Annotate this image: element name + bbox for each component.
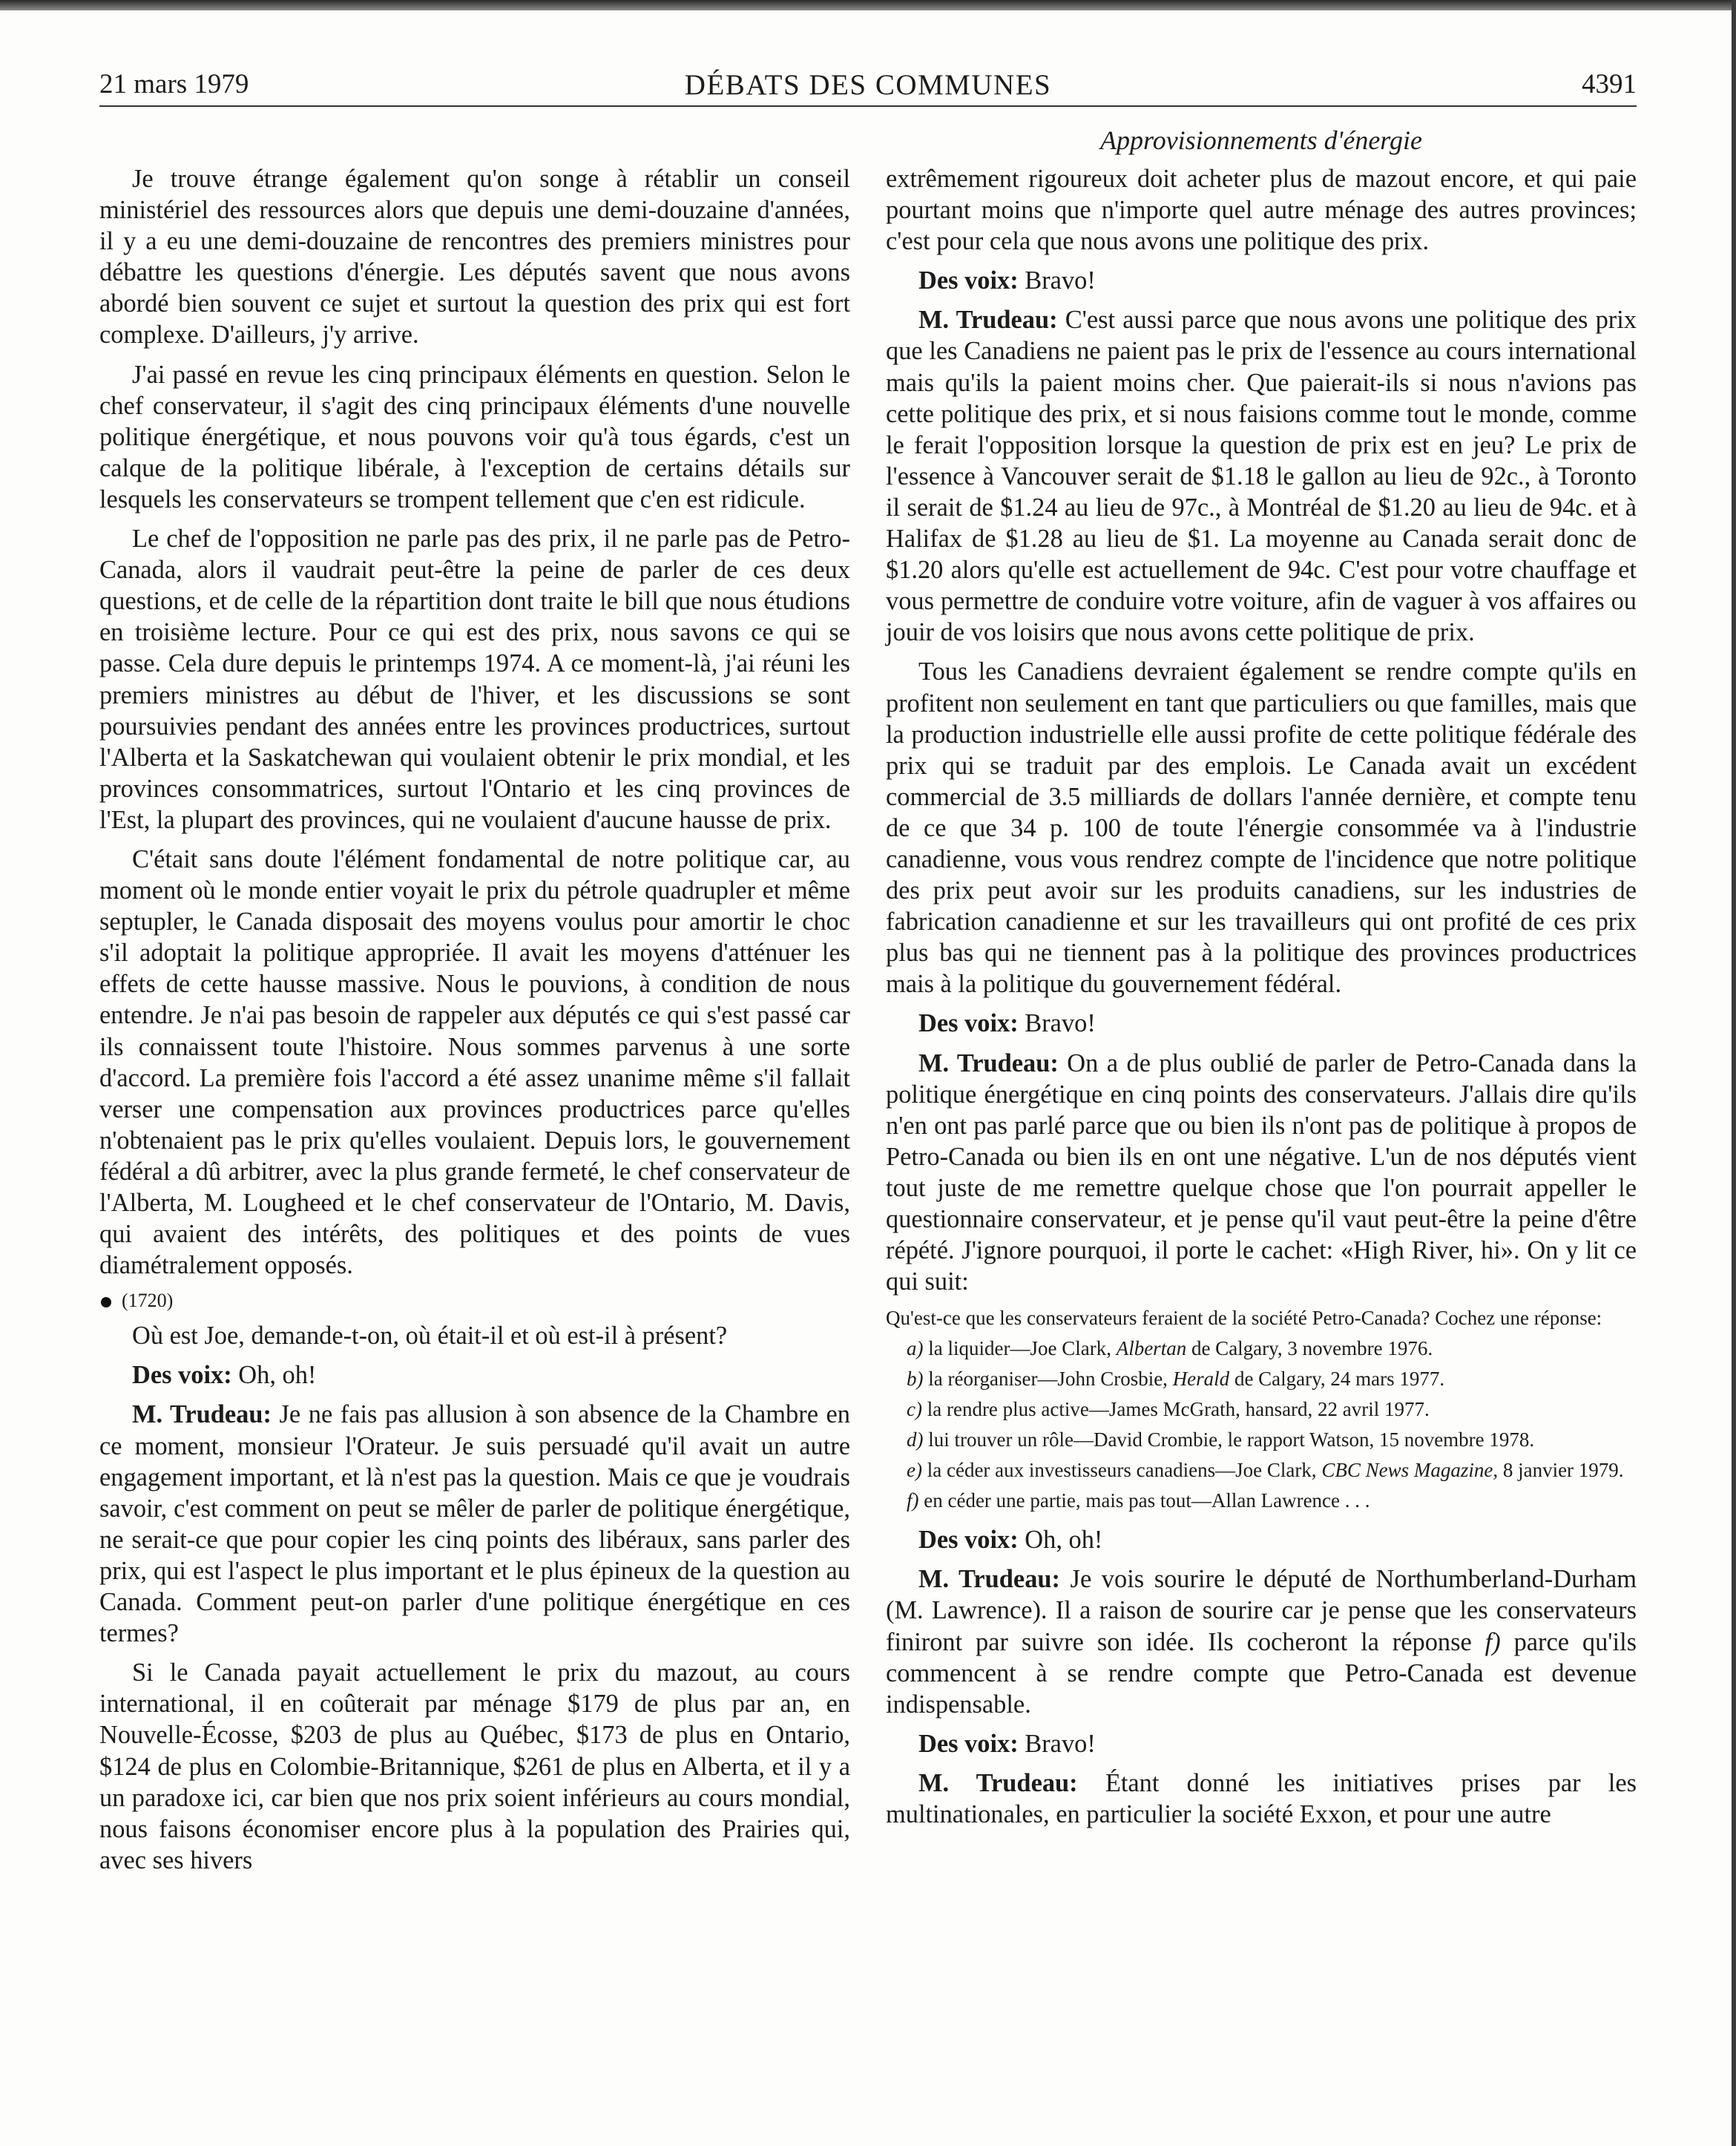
speech-paragraph — [886, 1048, 1637, 1298]
option-text: en céder une partie, mais pas tout—Allan Lawrence . . . — [918, 1489, 1370, 1512]
option-letter: b) — [907, 1368, 924, 1391]
header-title: DÉBATS DES COMMUNES — [684, 69, 1052, 101]
interjection-text: Oh, oh! — [231, 1361, 317, 1390]
option-rest: 8 janvier 1979. — [1498, 1459, 1624, 1482]
header-date: 21 mars 1979 — [99, 69, 249, 99]
speech-paragraph — [886, 304, 1637, 648]
speaker-name: Des voix: — [132, 1361, 232, 1390]
speaker-name: Des voix: — [918, 1526, 1019, 1555]
interjection — [886, 265, 1637, 296]
option-letter: d) — [907, 1428, 924, 1451]
speaker-name: Des voix: — [918, 1009, 1019, 1038]
page-header — [99, 65, 1637, 107]
speaker-name: Des voix: — [918, 1729, 1019, 1758]
quote-option — [886, 1457, 1637, 1483]
speech-text: Étant donné les initiatives prises par les multinationales, en particulier la société Exxon, et pour une autre — [886, 1768, 1637, 1829]
page-number: 4391 — [1582, 69, 1637, 99]
option-letter: f) — [907, 1489, 919, 1512]
quote-option — [886, 1427, 1637, 1453]
paragraph: Tous les Canadiens devraient également se rendre compte qu'ils en profitent non seulement en tant que particuliers ou que familles, mais que la production industrielle elle aussi profite de cette politique fédérale des prix qui se traduit par des emplois. Le Canada avait un excédent commercial de 3.5 milliards de dollars l'année dernière, et compte tenu de ce que 34 p. 100 de toute l'énergie consommée va à l'industrie canadienne, vous vous rendrez compte de l'incidence que notre politique des prix peut avoir sur les produits canadiens, sur les industries de fabrication canadienne et sur les travailleurs qui ont profité de ces prix plus bas qui ne tiennent pas à la politique des provinces productrices mais à la politique du gouvernement fédéral. — [886, 657, 1637, 999]
speech-text: C'est aussi parce que nous avons une politique des prix que les Canadiens ne paient pas le prix de l'essence au cours international mais qu'ils la paient moins cher. Que paierait-ils si nous n'avions pas cette politique des prix, et si nous faisions comme tout le monde, comme le ferait l'opposition lorsque la question de prix est en jeu? Le prix de l'essence à Vancouver serait de $1.18 le gallon au lieu de 92c., à Toronto il serait de $1.24 au lieu de 97c., à Montréal de $1.20 au lieu de 94c. et à Halifax de $1.28 au lieu de $1. La moyenne au Canada serait donc de $1.20 alors qu'elle est actuellement de 94c. C'est pour votre chauffage et vous permettre de conduire votre voiture, afin de vaguer à vos affaires ou jouir de vos loisirs que nous avons cette politique de prix. — [886, 306, 1637, 647]
option-rest: de Calgary, 24 mars 1977. — [1229, 1368, 1445, 1391]
option-reference: f) — [1485, 1627, 1501, 1656]
speech-text: Je ne fais pas allusion à son absence de la Chambre en ce moment, monsieur l'Orateur. Je suis persuadé qu'il avait un autre engagement important, et là n'est pas la question. Mais ce que je voudrais savoir, c'est comment on peut se mêler de parler de politique énergétique, ne serait-ce que pour copier les cinq points des libéraux, sans parler des prix, qui est l'aspect le plus important et le plus épineux de la question au Canada. Comment peut-on parler d'une politique énergétique en ces termes? — [99, 1400, 850, 1648]
interjection-text: Bravo! — [1018, 266, 1096, 295]
speech-text: parce qu'ils commencent à se rendre compte que Petro-Canada est devenue indispensable. — [886, 1627, 1637, 1719]
quote-option — [886, 1397, 1637, 1423]
option-source: CBC News Magazine, — [1321, 1459, 1499, 1482]
speech-paragraph — [886, 1563, 1637, 1719]
interjection-text: Oh, oh! — [1018, 1526, 1103, 1555]
speech-text: On a de plus oublié de parler de Petro-Canada dans la politique énergétique en cinq points des conservateurs. J'allais dire qu'ils n'en ont pas parlé parce que ou bien ils n'ont pas de politique à propos de Petro-Canada ou bien ils en ont une négative. L'un de nos députés vient tout juste de me remettre quelque chose que l'on pourrait appeller le questionnaire conservateur, et je pense qu'il vaut peut-être la peine d'être répété. J'ignore pourquoi, il porte le cachet: «High River, hi». On y lit ce qui suit: — [886, 1049, 1637, 1296]
option-letter: c) — [907, 1398, 922, 1421]
scan-top-edge — [0, 0, 1736, 10]
interjection-text: Bravo! — [1018, 1009, 1096, 1038]
speech-text: Je vois sourire le député de Northumberland-Durham (M. Lawrence). Il a raison de sourire car je pense que les conservateurs finiront par suivre son idée. Ils cocheront la réponse — [886, 1565, 1637, 1656]
option-letter: e) — [907, 1459, 922, 1482]
paragraph: C'était sans doute l'élément fondamental de notre politique car, au moment où le monde entier voyait le prix du pétrole quadrupler et même septupler, le Canada disposait des moyens voulus pour amortir le choc s'il adoptait la politique appropriée. Il avait les moyens d'atténuer les effets de cette hausse massive. Nous le pouvions, à condition de nous entendre. Je n'ai pas besoin de rappeler aux députés ce qui s'est passé car ils connaissent toute l'histoire. Nous sommes parvenus à une sorte d'accord. La première fois l'accord a été assez unanime même s'il fallait verser une compensation aux provinces productrices parce qu'elles n'obtenaient pas le prix qu'elles voulaient. Depuis lors, le gouvernement fédéral a dû arbitrer, avec la plus grande fermeté, le chef conservateur de l'Alberta, M. Lougheed et le chef conservateur de l'Ontario, M. Davis, qui avaient des intérêts, des politiques et des points de vues diamétralement opposés. — [99, 844, 850, 1280]
interjection — [99, 1359, 850, 1391]
quote-intro: Qu'est-ce que les conservateurs feraient de la société Petro-Canada? Cochez une réponse: — [886, 1307, 1602, 1330]
option-text: la liquider—Joe Clark, — [923, 1337, 1117, 1360]
header-rule — [99, 105, 1637, 107]
option-text: la réorganiser—John Crosbie, — [923, 1368, 1173, 1391]
speech-paragraph — [886, 1768, 1637, 1830]
paragraph: J'ai passé en revue les cinq principaux éléments en question. Selon le chef conservateur, il s'agit des cinq principaux éléments d'une nouvelle politique énergétique, et nous pouvons voir qu'à tous égards, c'est un calque de la politique libérale, à l'exception de certains détails sur lesquels les conservateurs se trompent tellement que c'en est ridicule. — [99, 360, 850, 513]
paragraph: Je trouve étrange également qu'on songe à rétablir un conseil ministériel des ressources alors que depuis une demi-douzaine d'années, il y a eu une demi-douzaine de rencontres des premiers ministres pour débattre les questions d'énergie. Les députés savent que nous avons abordé bien souvent ce sujet et surtout la question des prix qui est fort complexe. D'ailleurs, j'y arrive. — [99, 165, 850, 350]
right-column — [886, 163, 1637, 1830]
interjection — [886, 1008, 1637, 1039]
time-marker — [99, 1289, 850, 1313]
option-text: la céder aux investisseurs canadiens—Joe Clark, — [921, 1459, 1322, 1482]
speech-paragraph — [99, 1399, 850, 1649]
interjection — [886, 1524, 1637, 1555]
speaker-name: M. Trudeau: — [918, 1565, 1060, 1594]
running-subject: Approvisionnements d'énergie — [1100, 125, 1422, 155]
speaker-name: M. Trudeau: — [132, 1400, 272, 1429]
quote-option — [886, 1366, 1637, 1392]
paragraph: Où est Joe, demande-t-on, où était-il et où est-il à présent? — [132, 1322, 728, 1351]
quote-option — [886, 1488, 1637, 1514]
option-text: la rendre plus active—James McGrath, hansard, 22 avril 1977. — [921, 1398, 1430, 1421]
option-rest: de Calgary, 3 novembre 1976. — [1186, 1337, 1433, 1360]
quote-option — [886, 1336, 1637, 1362]
paragraph: extrêmement rigoureux doit acheter plus de mazout encore, et qui paie pourtant moins que n'importe quel autre ménage des autres provinces; c'est pour cela que nous avons une politique des prix. — [886, 165, 1637, 256]
option-source: Albertan — [1116, 1337, 1187, 1360]
paragraph: Si le Canada payait actuellement le prix du mazout, au cours international, il en coûterait par ménage $179 de plus par an, en Nouvelle-Écosse, $203 de plus au Québec, $173 de plus en Ontario, $124 de plus en Colombie-Britannique, $261 de plus en Alberta, et il y a un paradoxe ici, car bien que nos prix soient inférieurs au cours mondial, nous faisons économiser encore plus à la population des Prairies qui, avec ses hivers — [99, 1658, 850, 1874]
speaker-name: M. Trudeau: — [918, 1768, 1078, 1797]
left-column — [99, 163, 850, 1876]
speaker-name: M. Trudeau: — [918, 306, 1058, 335]
scan-right-edge — [1732, 0, 1736, 2146]
interjection-text: Bravo! — [1018, 1729, 1096, 1758]
speaker-name: M. Trudeau: — [918, 1049, 1059, 1077]
bullet-icon — [101, 1297, 111, 1307]
interjection — [886, 1728, 1637, 1759]
speaker-name: Des voix: — [918, 266, 1019, 295]
time-marker-text: (1720) — [122, 1290, 174, 1312]
option-source: Herald — [1172, 1368, 1230, 1391]
option-text: lui trouver un rôle—David Crombie, le rapport Watson, 15 novembre 1978. — [923, 1428, 1535, 1451]
option-letter: a) — [907, 1337, 924, 1360]
paragraph: Le chef de l'opposition ne parle pas des prix, il ne parle pas de Petro-Canada, alors il vaudrait peut-être la peine de parler de ces deux questions, et de celle de la répartition dont traite le bill que nous étudions en troisième lecture. Pour ce qui est des prix, nous savons ce qui se passe. Cela dure depuis le printemps 1974. A ce moment-là, j'ai réuni les premiers ministres au début de l'hiver, et les discussions se sont poursuivies pendant des années entre les provinces productrices, surtout l'Alberta et la Saskatchewan qui voulaient obtenir le prix mondial, et les provinces consommatrices, surtout l'Ontario et les cinq provinces de l'Est, la plupart des provinces, qui ne voulaient d'aucune hausse de prix. — [99, 525, 850, 834]
